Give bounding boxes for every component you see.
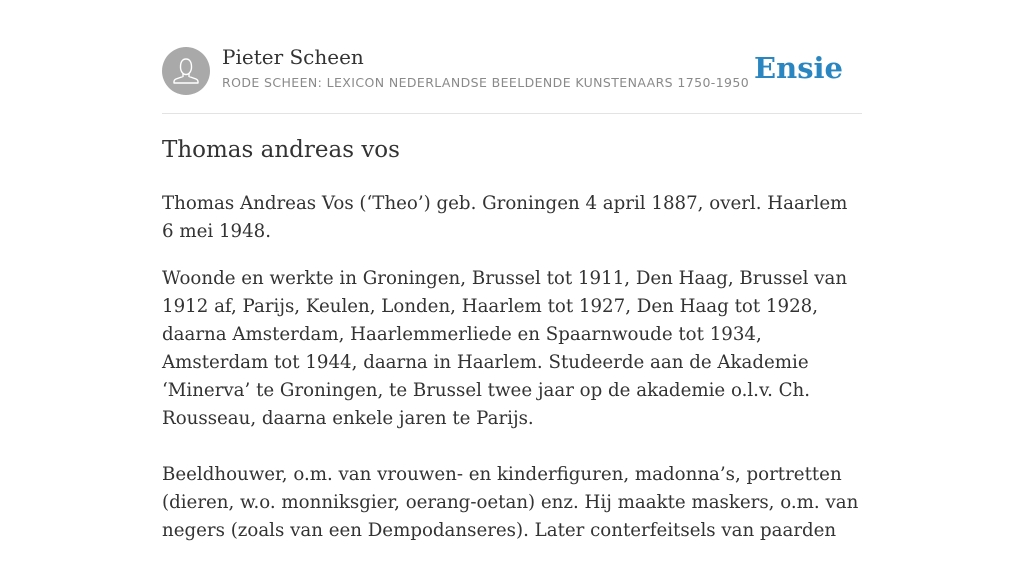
article-page [162, 0, 862, 541]
paragraph: Woonde en werkte in Groningen, Brussel tot 1911, Den Haag, Brussel van 1912 af, Parijs, Keulen, Londen, Haarlem tot 1927, Den Haag tot 1928, daarna Amsterdam, Haarlemmerliede en Spaarnwoude tot 1934, Amsterdam tot 1944, daarna in Haarlem. Studeerde aan de Akademie ‘Minerva’ te Groningen, te Brussel twee jaar op de akademie o.l.v. Ch. Rousseau, daarna enkele jaren te Parijs. [162, 268, 848, 429]
paragraph: Thomas Andreas Vos (‘Theo’) geb. Groningen 4 april 1887, overl. Haarlem 6 mei 1948. [162, 193, 848, 242]
article-body [162, 190, 862, 564]
user-icon [162, 47, 210, 95]
author-avatar[interactable] [162, 47, 210, 95]
article-title: Thomas andreas vos [162, 137, 400, 163]
author-name[interactable]: Pieter Scheen [222, 45, 364, 69]
paragraph: Beeldhouwer, o.m. van vrouwen- en kinderfiguren, madonna’s, portretten (dieren, w.o. monniksgier, oerang-oetan) enz. Hij maakte maskers, o.m. van negers (zoals van een Dempodanseres). Later conterfeitsels van paarden [162, 464, 859, 541]
article-header [162, 0, 862, 114]
ensie-logo[interactable]: Ensie [754, 51, 843, 85]
source-label[interactable]: RODE SCHEEN: LEXICON NEDERLANDSE BEELDENDE KUNSTENAARS 1750-1950 [222, 75, 750, 90]
